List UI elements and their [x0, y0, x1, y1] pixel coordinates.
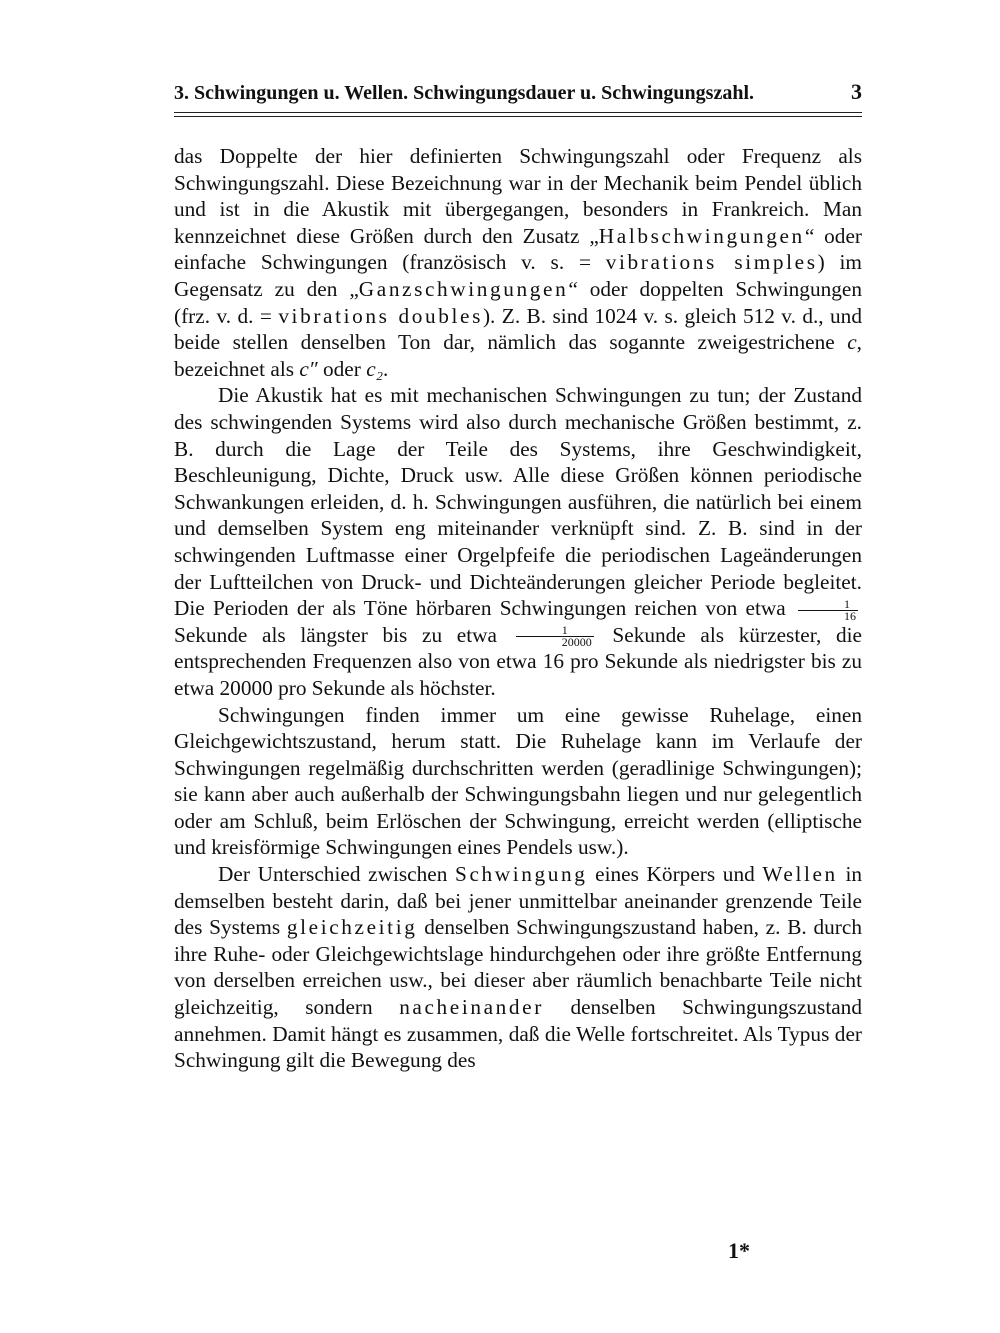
running-head	[174, 78, 862, 106]
paragraph-1: das Doppelte der hier definierten Schwingungszahl oder Frequenz als Schwingungszahl. Diese Bezeichnung war in der Mechanik beim Pendel üblich und ist in die Akustik mit übergegangen, besonders in Frankreich. Man kennzeichnet diese Größen durch den Zusatz „Halbschwingungen“ oder einfache Schwingungen (französisch v. s. = vibrations simples) im Gegensatz zu den „Ganzschwingungen“ oder doppelten Schwingungen (frz. v. d. = vibrations doubles). Z. B. sind 1024 v. s. gleich 512 v. d., und beide stellen denselben Ton dar, nämlich das sogannte zweigestrichene c, bezeichnet als c″ oder c₂.	[174, 144, 862, 381]
signature-mark: 1*	[728, 1238, 750, 1263]
running-head-title: 3. Schwingungen u. Wellen. Schwingungsdauer u. Schwingungszahl.	[174, 82, 755, 104]
header-rule-secondary	[174, 116, 862, 117]
paragraph-4: Der Unterschied zwischen Schwingung eines Körpers und Wellen in demselben besteht darin, daß bei jener unmittelbar aneinander grenzende Teile des Systems gleichzeitig denselben Schwingungszustand haben, z. B. durch ihre Ruhe- oder Gleichgewichtslage hindurchgehen oder ihre größte Entfernung von derselben erreichen usw., bei dieser aber räumlich benachbarte Teile nicht gleichzeitig, sondern nacheinander denselben Schwingungszustand annehmen. Damit hängt es zusammen, daß die Welle fortschreitet. Als Typus der Schwingung gilt die Bewegung des	[174, 862, 863, 1073]
body-text	[174, 143, 862, 1074]
page	[174, 78, 862, 1074]
fraction-one-sixteenth: $\frac{1}{16}$	[798, 599, 858, 622]
page-number: 3	[851, 79, 862, 104]
paragraph-3: Schwingungen finden immer um eine gewisse Ruhelage, einen Gleichgewichtszustand, herum statt. Die Ruhelage kann im Verlaufe der Schwingungen regelmäßig durchschritten werden (geradlinige Schwingungen); sie kann aber auch außerhalb der Schwingungsbahn liegen und nur gelegentlich oder am Schluß, beim Erlöschen der Schwingung, erreicht werden (elliptische und kreisförmige Schwingungen eines Pendels usw.).	[174, 702, 862, 860]
header-rule	[174, 112, 862, 113]
fraction-one-twenty-thousandth: $\frac{1}{20000}$	[516, 625, 594, 648]
paragraph-2: Die Akustik hat es mit mechanischen Schwingungen zu tun; der Zustand des schwingenden Systems wird also durch mechanische Größen bestimmt, z. B. durch die Lage der Teile des Systems, ihre Geschwindigkeit, Beschleunigung, Dichte, Druck usw. Alle diese Größen können periodische Schwankungen erleiden, d. h. Schwingungen ausführen, die natürlich bei einem und demselben System eng miteinander verknüpft sind. Z. B. sind in der schwingenden Luftmasse einer Orgelpfeife die periodischen Lageänderungen der Luftteilchen von Druck- und Dichteänderungen gleicher Periode begleitet. Die Perioden der als Töne hörbaren Schwingungen reichen von etwa $\frac{1}{16}$ Sekunde als längster bis zu etwa $\frac{1}{20000}$ Sekunde als kürzester, die entsprechenden Frequenzen also von etwa 16 pro Sekunde als niedrigster bis zu etwa 20000 pro Sekunde als höchster.	[174, 383, 862, 700]
